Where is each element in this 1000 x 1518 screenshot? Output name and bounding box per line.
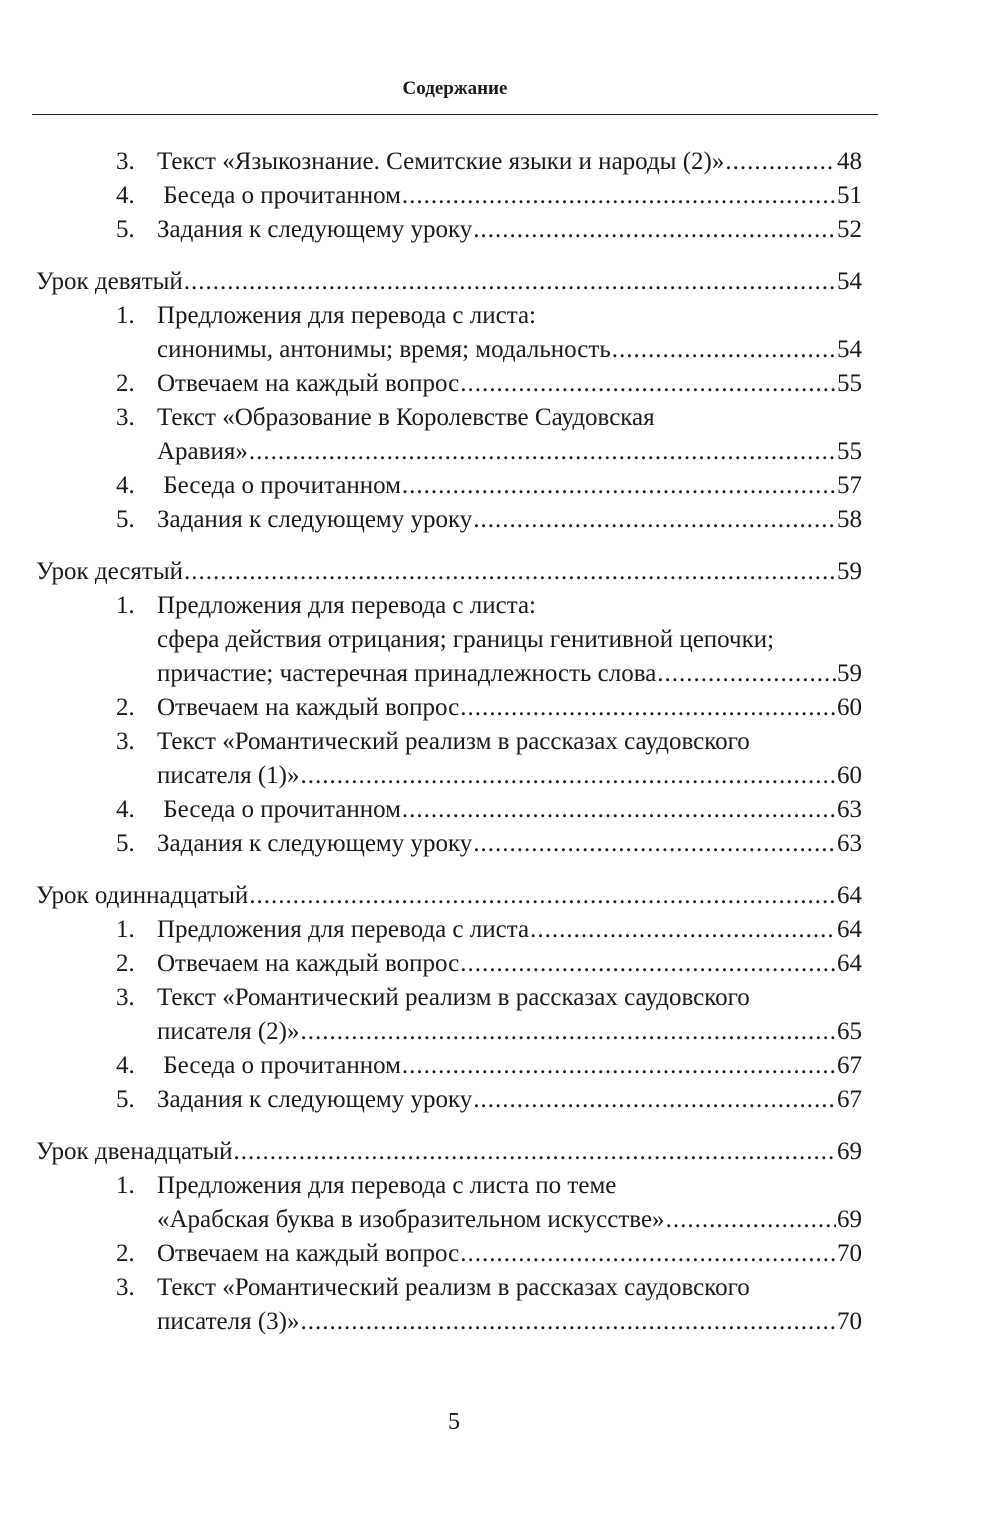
toc-item-number: 4. xyxy=(116,796,135,823)
toc-item-text: писателя (1)» xyxy=(157,762,300,789)
toc-item-number: 1. xyxy=(116,1172,135,1199)
toc-page-number: 59 xyxy=(837,558,862,585)
toc-item-entry[interactable] xyxy=(36,691,862,725)
toc-item-text: Текст «Языкознание. Семитские языки и народы (2)» xyxy=(157,148,725,175)
toc-page-number: 70 xyxy=(837,1240,862,1267)
toc-page-number: 69 xyxy=(837,1138,862,1165)
toc-item-entry[interactable] xyxy=(36,367,862,401)
toc-item-number: 1. xyxy=(116,916,135,943)
toc-item-number: 2. xyxy=(116,370,135,397)
toc-page-number: 54 xyxy=(837,268,862,295)
toc-item-text: Беседа о прочитанном xyxy=(157,472,401,499)
toc-item-text: причастие; частеречная принадлежность слова xyxy=(157,660,657,687)
toc-leader-dots xyxy=(473,1083,836,1117)
toc-page-number: 64 xyxy=(837,916,862,943)
toc-page-number: 55 xyxy=(837,438,862,465)
toc-leader-dots xyxy=(301,1015,836,1049)
toc-leader-dots xyxy=(612,333,836,367)
toc-item-text: Беседа о прочитанном xyxy=(157,796,401,823)
toc-page-number: 59 xyxy=(837,660,862,687)
toc-leader-dots xyxy=(402,1049,836,1083)
toc-item-text: Задания к следующему уроку xyxy=(157,830,473,857)
toc-item-entry[interactable] xyxy=(36,725,862,793)
toc-item-text: Задания к следующему уроку xyxy=(157,506,473,533)
toc-item-entry[interactable] xyxy=(36,793,862,827)
toc-leader-dots xyxy=(460,1237,836,1271)
toc-leader-dots xyxy=(249,879,836,913)
toc-leader-dots xyxy=(301,1305,836,1339)
toc-item-entry[interactable] xyxy=(36,1083,862,1117)
toc-item-entry[interactable] xyxy=(36,503,862,537)
toc-leader-dots xyxy=(473,827,836,861)
toc-item-text-line: Предложения для перевода с листа: xyxy=(157,302,537,329)
toc-page-number: 58 xyxy=(837,506,862,533)
toc-item-entry[interactable] xyxy=(36,1049,862,1083)
toc-item-text-line: Текст «Романтический реализм в рассказах саудовского xyxy=(157,1274,750,1301)
toc-item-number: 5. xyxy=(116,1086,135,1113)
toc-page-number: 64 xyxy=(837,882,862,909)
toc-item-text-line: Текст «Образование в Королевстве Саудовская xyxy=(157,404,655,431)
toc-item-text: писателя (2)» xyxy=(157,1018,300,1045)
toc-item-text: писателя (3)» xyxy=(157,1308,300,1335)
toc-item-number: 5. xyxy=(116,830,135,857)
toc-item-number: 2. xyxy=(116,950,135,977)
toc-page-number: 63 xyxy=(837,830,862,857)
toc-item-text: Беседа о прочитанном xyxy=(157,1052,401,1079)
toc-item-number: 3. xyxy=(116,728,135,755)
toc-item-number: 2. xyxy=(116,694,135,721)
toc-page-number: 54 xyxy=(837,336,862,363)
toc-item-entry[interactable] xyxy=(36,1271,862,1339)
toc-page-number: 70 xyxy=(837,1308,862,1335)
toc-leader-dots xyxy=(184,265,836,299)
toc-lesson-title: Урок десятый xyxy=(36,558,184,585)
toc-page-number: 67 xyxy=(837,1086,862,1113)
toc-leader-dots xyxy=(725,145,836,179)
toc-leader-dots xyxy=(402,469,836,503)
toc-leader-dots xyxy=(657,657,836,691)
toc-lesson-title: Урок двенадцатый xyxy=(36,1138,233,1165)
table-of-contents xyxy=(36,145,862,1339)
toc-item-text: Аравия» xyxy=(157,438,248,465)
toc-page-number: 65 xyxy=(837,1018,862,1045)
toc-item-number: 5. xyxy=(116,506,135,533)
toc-item-text: Отвечаем на каждый вопрос xyxy=(157,950,460,977)
toc-item-number: 2. xyxy=(116,1240,135,1267)
toc-page-number: 60 xyxy=(837,694,862,721)
toc-leader-dots xyxy=(666,1203,836,1237)
toc-item-text-line: сфера действия отрицания; границы генитивной цепочки; xyxy=(157,626,775,653)
toc-item-number: 1. xyxy=(116,302,135,329)
toc-item-entry[interactable] xyxy=(36,913,862,947)
toc-item-text: Отвечаем на каждый вопрос xyxy=(157,694,460,721)
page-number: 5 xyxy=(448,1409,460,1435)
toc-item-text: Беседа о прочитанном xyxy=(157,182,401,209)
toc-item-text: Задания к следующему уроку xyxy=(157,216,473,243)
toc-leader-dots xyxy=(301,759,836,793)
toc-item-number: 3. xyxy=(116,984,135,1011)
toc-item-text: синонимы, антонимы; время; модальность xyxy=(157,336,611,363)
toc-lesson-entry[interactable] xyxy=(36,1135,862,1169)
toc-item-entry[interactable] xyxy=(36,469,862,503)
toc-leader-dots xyxy=(402,179,836,213)
toc-page-number: 60 xyxy=(837,762,862,789)
toc-item-number: 4. xyxy=(116,472,135,499)
toc-item-text-line: Предложения для перевода с листа: xyxy=(157,592,537,619)
toc-item-entry[interactable] xyxy=(36,179,862,213)
toc-item-entry[interactable] xyxy=(36,213,862,247)
toc-item-number: 3. xyxy=(116,148,135,175)
toc-leader-dots xyxy=(473,213,836,247)
toc-leader-dots xyxy=(184,555,836,589)
toc-item-entry[interactable] xyxy=(36,1237,862,1271)
toc-page-number: 51 xyxy=(837,182,862,209)
toc-page-number: 67 xyxy=(837,1052,862,1079)
toc-item-number: 1. xyxy=(116,592,135,619)
toc-item-entry[interactable] xyxy=(36,145,862,179)
page-header-title: Содержание xyxy=(402,78,508,99)
toc-lesson-title: Урок девятый xyxy=(36,268,183,295)
toc-item-entry[interactable] xyxy=(36,827,862,861)
toc-item-text: Отвечаем на каждый вопрос xyxy=(157,370,460,397)
toc-page-number: 69 xyxy=(837,1206,862,1233)
toc-page-number: 52 xyxy=(837,216,862,243)
toc-leader-dots xyxy=(402,793,836,827)
toc-page-number: 55 xyxy=(837,370,862,397)
toc-item-entry[interactable] xyxy=(36,401,862,469)
toc-item-text-line: Предложения для перевода с листа по теме xyxy=(157,1172,617,1199)
toc-leader-dots xyxy=(473,503,836,537)
toc-page-number: 48 xyxy=(837,148,862,175)
toc-leader-dots xyxy=(234,1135,837,1169)
toc-page-number: 57 xyxy=(837,472,862,499)
toc-item-entry[interactable] xyxy=(36,589,862,691)
toc-lesson-entry[interactable] xyxy=(36,555,862,589)
toc-item-number: 3. xyxy=(116,1274,135,1301)
toc-item-entry[interactable] xyxy=(36,947,862,981)
toc-item-number: 3. xyxy=(116,404,135,431)
toc-item-number: 5. xyxy=(116,216,135,243)
toc-leader-dots xyxy=(460,367,836,401)
toc-page-number: 64 xyxy=(837,950,862,977)
toc-item-text: Отвечаем на каждый вопрос xyxy=(157,1240,460,1267)
toc-item-text-line: Текст «Романтический реализм в рассказах саудовского xyxy=(157,728,750,755)
toc-item-text-line: Текст «Романтический реализм в рассказах саудовского xyxy=(157,984,750,1011)
toc-item-number: 4. xyxy=(116,1052,135,1079)
toc-page-number: 63 xyxy=(837,796,862,823)
toc-item-entry[interactable] xyxy=(36,981,862,1049)
toc-lesson-title: Урок одиннадцатый xyxy=(36,882,249,909)
toc-item-text: Предложения для перевода с листа xyxy=(157,916,530,943)
toc-lesson-entry[interactable] xyxy=(36,879,862,913)
toc-leader-dots xyxy=(460,947,836,981)
toc-leader-dots xyxy=(530,913,836,947)
toc-lesson-entry[interactable] xyxy=(36,265,862,299)
toc-item-number: 4. xyxy=(116,182,135,209)
toc-item-text: «Арабская буква в изобразительном искусстве» xyxy=(157,1206,665,1233)
toc-item-entry[interactable] xyxy=(36,1169,862,1237)
toc-leader-dots xyxy=(249,435,836,469)
toc-leader-dots xyxy=(460,691,836,725)
toc-item-text: Задания к следующему уроку xyxy=(157,1086,473,1113)
toc-item-entry[interactable] xyxy=(36,299,862,367)
header-rule xyxy=(32,114,878,115)
